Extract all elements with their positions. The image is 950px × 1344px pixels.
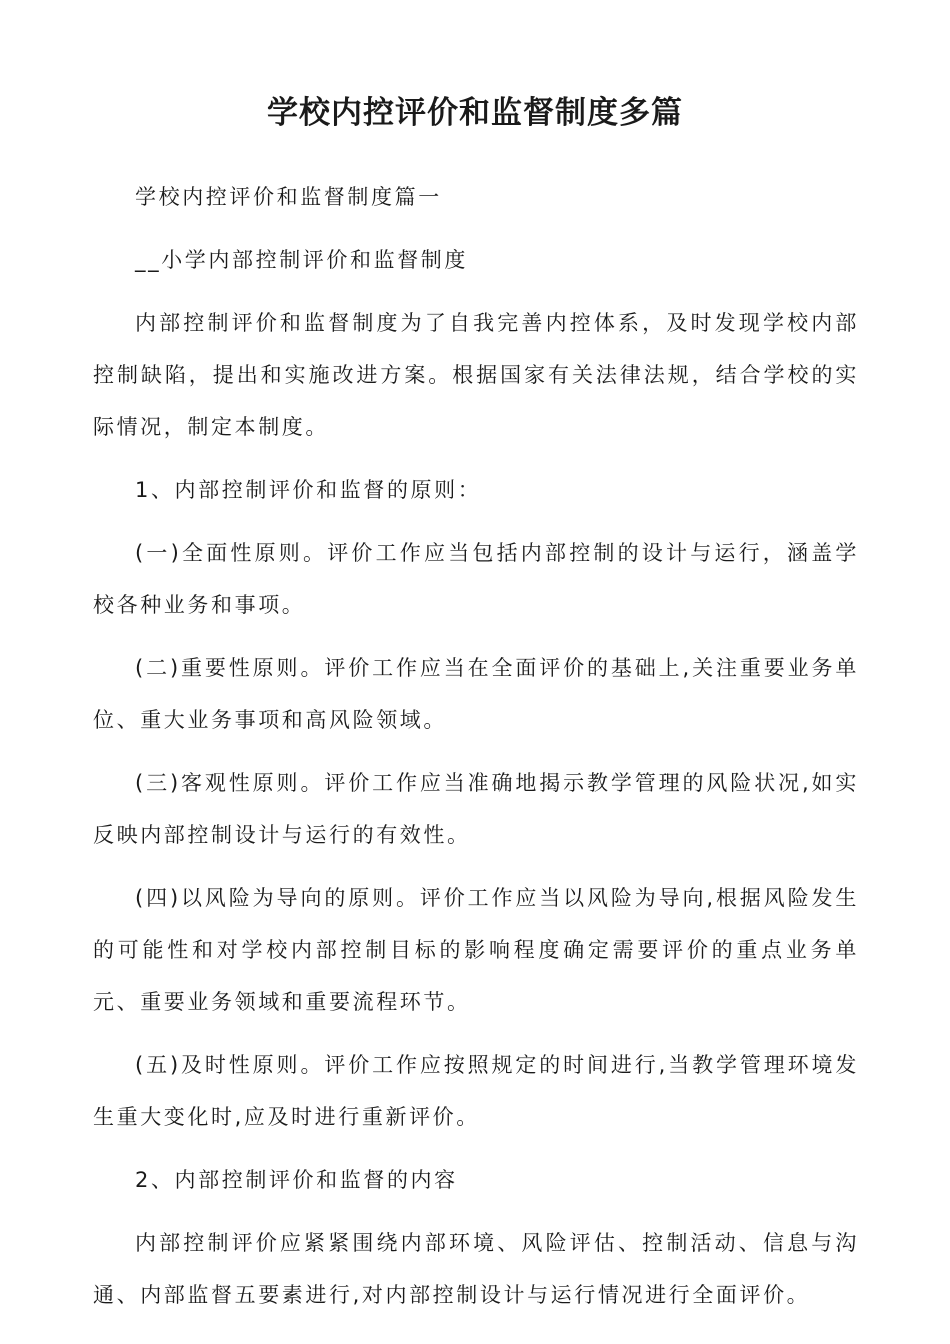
principle-objectivity: (三)客观性原则。评价工作应当准确地揭示教学管理的风险状况,如实反映内部控制设计与运行的有效性。 (93, 771, 859, 847)
content-paragraph: 内部控制评价应紧紧围绕内部环境、风险评估、控制活动、信息与沟通、内部监督五要素进行,对内部控制设计与运行情况进行全面评价。 (93, 1231, 859, 1307)
principle-risk-oriented: (四)以风险为导向的原则。评价工作应当以风险为导向,根据风险发生的可能性和对学校内部控制目标的影响程度确定需要评价的重点业务单元、重要业务领域和重要流程环节。 (93, 886, 859, 1014)
section-heading-content: 2、内部控制评价和监督的内容 (135, 1168, 458, 1192)
intro-paragraph: 内部控制评价和监督制度为了自我完善内控体系，及时发现学校内部控制缺陷，提出和实施改进方案。根据国家有关法律法规，结合学校的实际情况，制定本制度。 (93, 311, 859, 439)
principle-comprehensiveness: (一)全面性原则。评价工作应当包括内部控制的设计与运行，涵盖学校各种业务和事项。 (93, 541, 859, 617)
document-body (93, 171, 859, 1332)
principle-importance: (二)重要性原则。评价工作应当在全面评价的基础上,关注重要业务单位、重大业务事项和高风险领域。 (93, 656, 859, 732)
section-heading-principles: 1、内部控制评价和监督的原则： (135, 478, 482, 502)
document-title: 学校内控评价和监督制度多篇 (267, 95, 683, 131)
principle-timeliness: (五)及时性原则。评价工作应按照规定的时间进行,当教学管理环境发生重大变化时,应及时进行重新评价。 (93, 1053, 859, 1129)
policy-name: __小学内部控制评价和监督制度 (135, 248, 468, 272)
section-heading-part-one: 学校内控评价和监督制度篇一 (135, 185, 442, 209)
